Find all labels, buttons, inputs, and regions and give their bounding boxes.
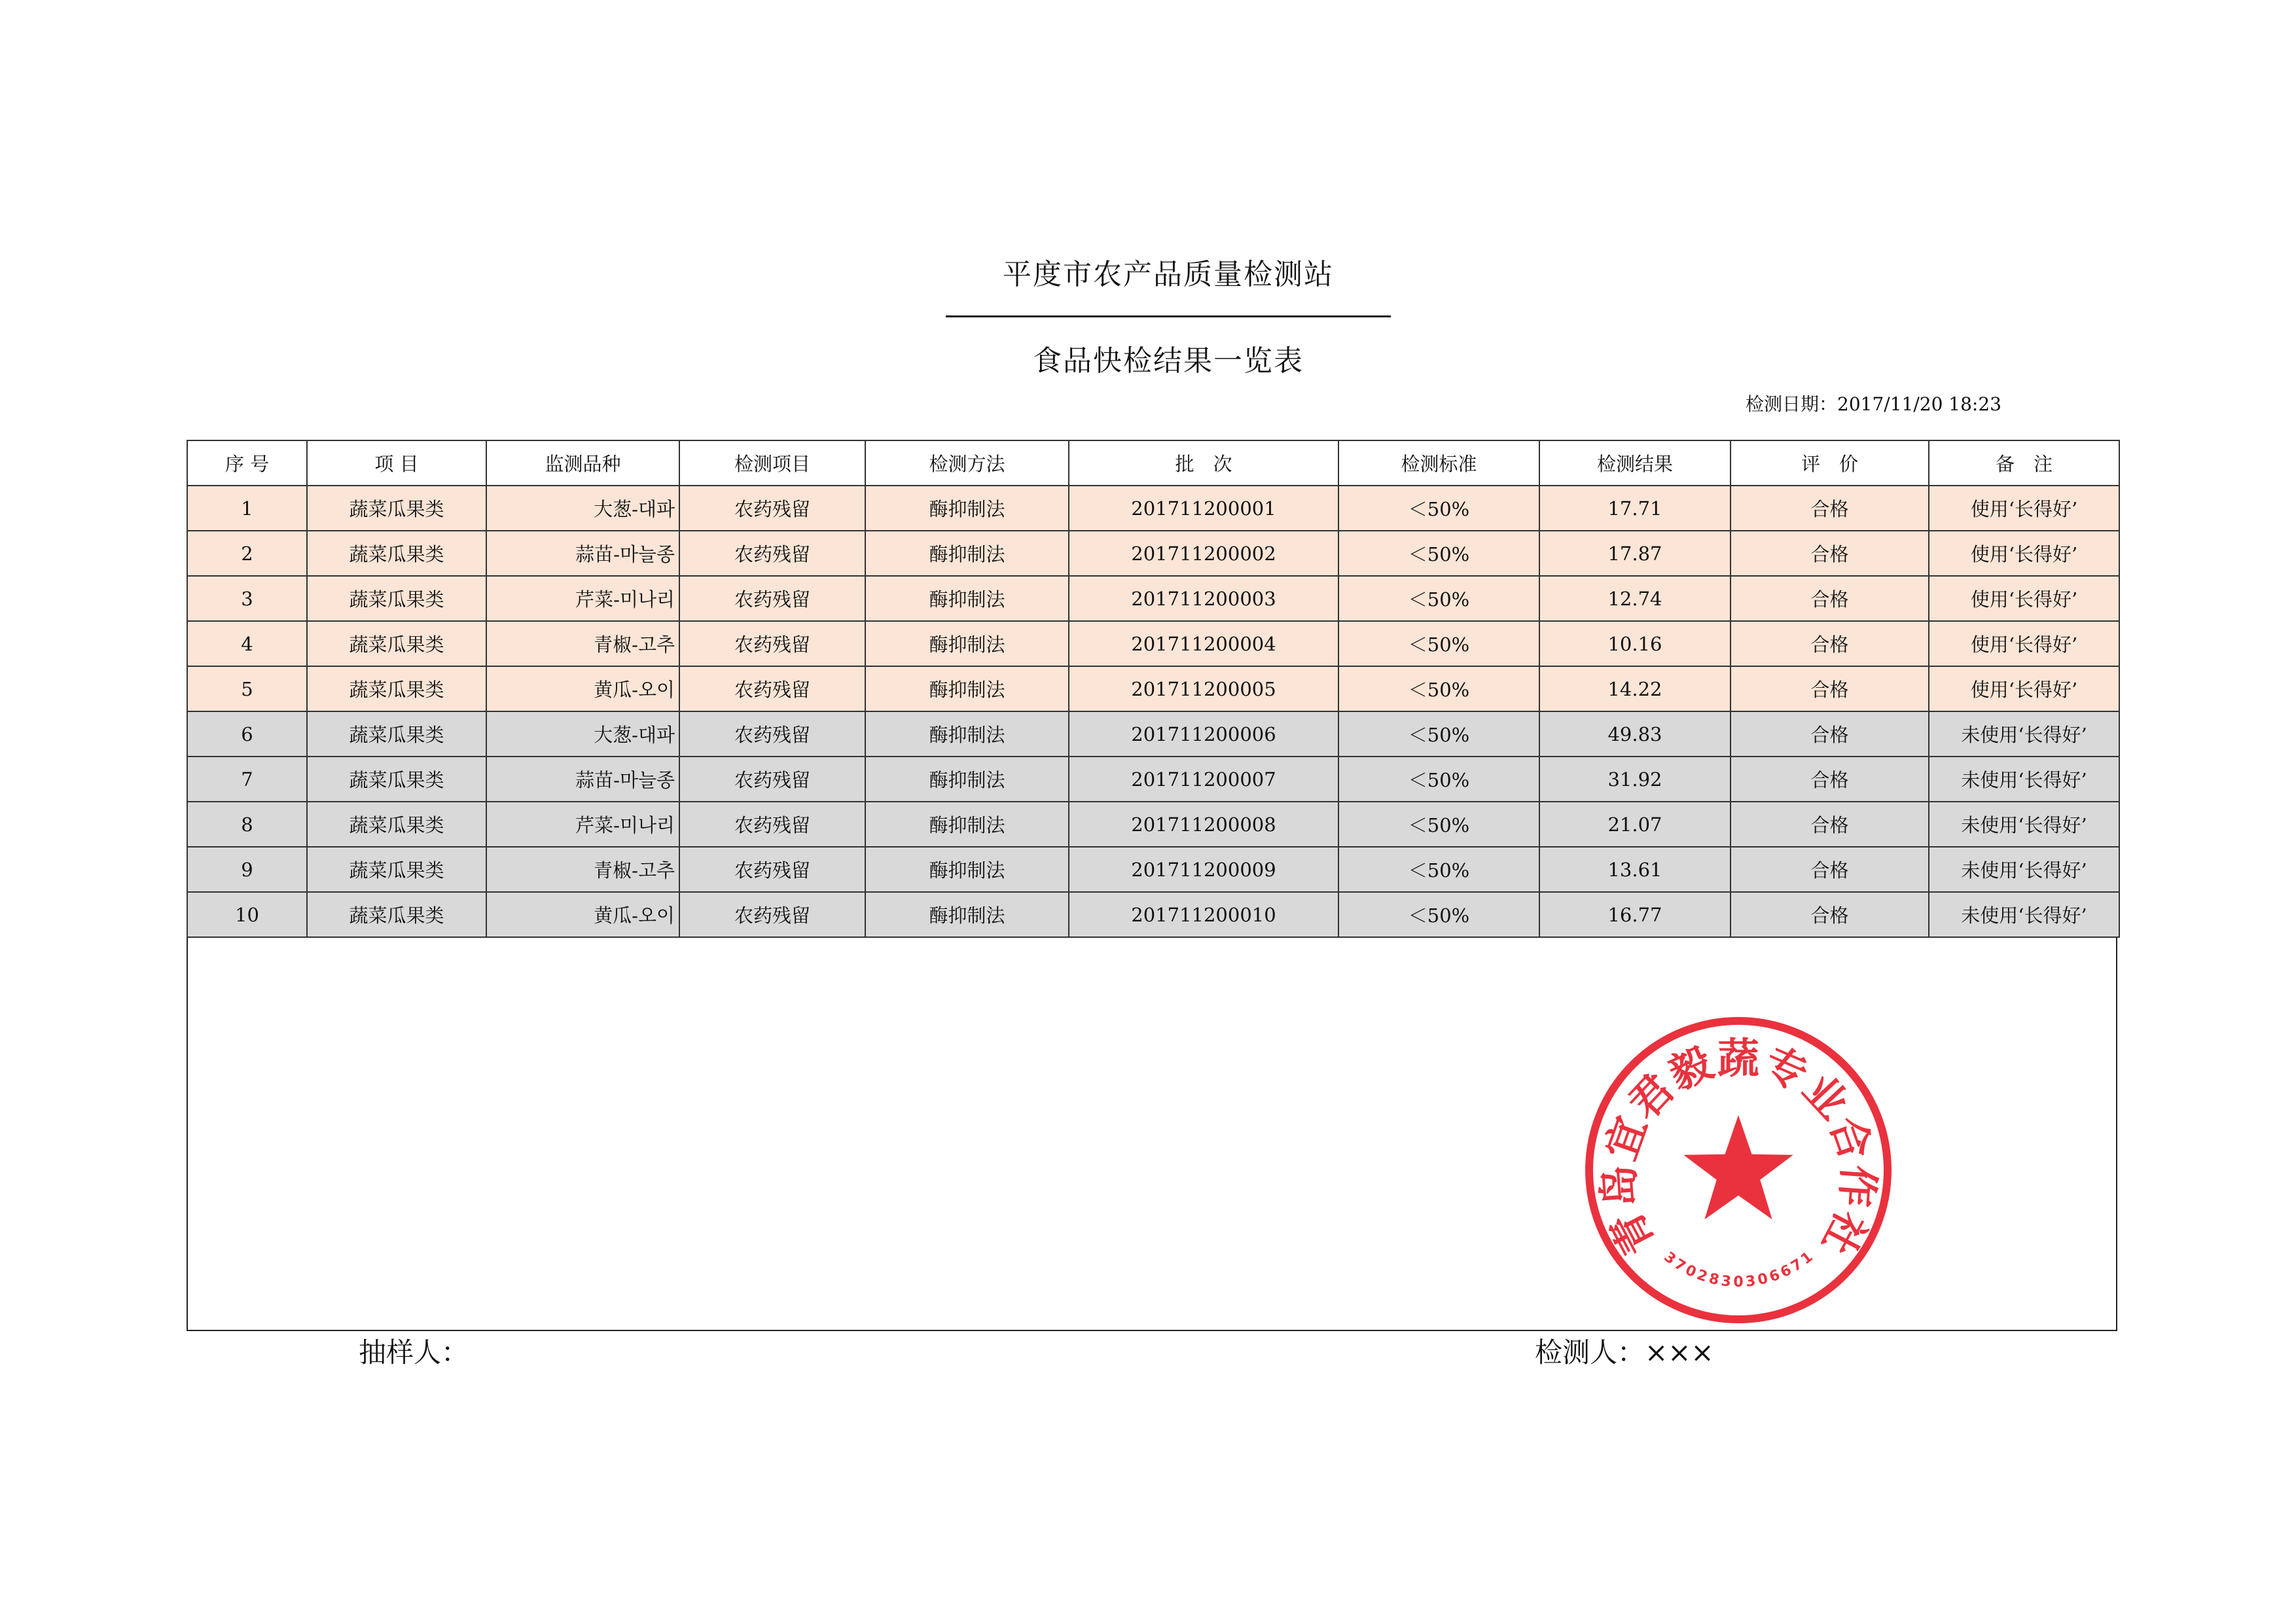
test-date-label: 检测日期： (1746, 393, 1838, 415)
cell-category: 蔬菜瓜果类 (307, 576, 486, 621)
cell-variety: 蒜苗-마늘종 (486, 757, 679, 802)
cell-variety: 蒜苗-마늘종 (486, 531, 679, 576)
cell-batch: 201711200005 (1069, 666, 1338, 711)
report-title: 食品快检结果一览表 (1033, 344, 1304, 378)
cell-item: 农药残留 (679, 802, 865, 847)
cell-standard: ＜50% (1338, 486, 1539, 531)
cell-evaluation: 合格 (1731, 757, 1929, 802)
star-icon (1683, 1115, 1793, 1219)
cell-no: 2 (187, 531, 307, 576)
seal-text: 青岛宜君毅蔬专业合作社 (1594, 1034, 1883, 1263)
cell-evaluation: 合格 (1731, 802, 1929, 847)
table-row (187, 666, 2119, 711)
cell-category: 蔬菜瓜果类 (307, 892, 486, 937)
cell-remark: 未使用‘长得好’ (1929, 757, 2119, 802)
cell-variety: 青椒-고추 (486, 847, 679, 892)
cell-item: 农药残留 (679, 757, 865, 802)
sampler-label: 抽样人： (359, 1336, 469, 1368)
cell-variety: 黄瓜-오이 (486, 666, 679, 711)
cell-method: 酶抑制法 (865, 621, 1069, 666)
table-row (187, 802, 2119, 847)
cell-standard: ＜50% (1338, 531, 1539, 576)
table-row (187, 757, 2119, 802)
cell-batch: 201711200003 (1069, 576, 1338, 621)
cell-variety: 芹菜-미나리 (486, 802, 679, 847)
cell-standard: ＜50% (1338, 802, 1539, 847)
cell-result: 12.74 (1539, 576, 1731, 621)
cell-result: 49.83 (1539, 711, 1731, 757)
cell-no: 9 (187, 847, 307, 892)
cell-category: 蔬菜瓜果类 (307, 486, 486, 531)
cell-variety: 大葱-대파 (486, 486, 679, 531)
cell-method: 酶抑制法 (865, 892, 1069, 937)
table-row (187, 621, 2119, 666)
cell-batch: 201711200002 (1069, 531, 1338, 576)
cell-method: 酶抑制法 (865, 711, 1069, 757)
seal-number: 3702830306671 (1660, 1249, 1816, 1291)
test-date (1746, 390, 2001, 419)
column-header: 序 号 (187, 440, 307, 486)
cell-item: 农药残留 (679, 892, 865, 937)
cell-evaluation: 合格 (1731, 621, 1929, 666)
cell-variety: 黄瓜-오이 (486, 892, 679, 937)
cell-remark: 使用‘长得好’ (1929, 621, 2119, 666)
cell-method: 酶抑制法 (865, 757, 1069, 802)
cell-evaluation: 合格 (1731, 711, 1929, 757)
test-date-value: 2017/11/20 18:23 (1837, 393, 2001, 415)
column-header: 检测项目 (679, 440, 865, 486)
column-header: 批 次 (1069, 440, 1338, 486)
cell-result: 17.71 (1539, 486, 1731, 531)
cell-batch: 201711200010 (1069, 892, 1338, 937)
cell-no: 3 (187, 576, 307, 621)
cell-result: 14.22 (1539, 666, 1731, 711)
cell-category: 蔬菜瓜果类 (307, 711, 486, 757)
cell-item: 农药残留 (679, 711, 865, 757)
table-row (187, 576, 2119, 621)
cell-evaluation: 合格 (1731, 531, 1929, 576)
table-row (187, 531, 2119, 576)
table-row (187, 892, 2119, 937)
cell-standard: ＜50% (1338, 666, 1539, 711)
cell-item: 农药残留 (679, 666, 865, 711)
cell-batch: 201711200001 (1069, 486, 1338, 531)
cell-standard: ＜50% (1338, 576, 1539, 621)
table-row (187, 711, 2119, 757)
cell-item: 农药残留 (679, 847, 865, 892)
cell-no: 5 (187, 666, 307, 711)
cell-standard: ＜50% (1338, 621, 1539, 666)
cell-remark: 使用‘长得好’ (1929, 531, 2119, 576)
cell-method: 酶抑制法 (865, 666, 1069, 711)
cell-result: 31.92 (1539, 757, 1731, 802)
cell-category: 蔬菜瓜果类 (307, 666, 486, 711)
cell-standard: ＜50% (1338, 847, 1539, 892)
cell-remark: 未使用‘长得好’ (1929, 802, 2119, 847)
cell-no: 6 (187, 711, 307, 757)
cell-evaluation: 合格 (1731, 666, 1929, 711)
cell-method: 酶抑制法 (865, 802, 1069, 847)
cell-remark: 使用‘长得好’ (1929, 666, 2119, 711)
cell-result: 21.07 (1539, 802, 1731, 847)
column-header: 备 注 (1929, 440, 2119, 486)
cell-no: 7 (187, 757, 307, 802)
cell-variety: 芹菜-미나리 (486, 576, 679, 621)
cell-batch: 201711200006 (1069, 711, 1338, 757)
table-body (187, 486, 2119, 937)
cell-result: 16.77 (1539, 892, 1731, 937)
cell-result: 13.61 (1539, 847, 1731, 892)
cell-result: 10.16 (1539, 621, 1731, 666)
column-header: 检测结果 (1539, 440, 1731, 486)
cell-evaluation: 合格 (1731, 847, 1929, 892)
cell-variety: 青椒-고추 (486, 621, 679, 666)
cell-batch: 201711200004 (1069, 621, 1338, 666)
column-header: 检测标准 (1338, 440, 1539, 486)
cell-category: 蔬菜瓜果类 (307, 847, 486, 892)
title-underline (946, 315, 1391, 317)
cell-result: 17.87 (1539, 531, 1731, 576)
column-header: 评 价 (1731, 440, 1929, 486)
cell-evaluation: 合格 (1731, 486, 1929, 531)
company-seal (1579, 1010, 1898, 1330)
cell-standard: ＜50% (1338, 711, 1539, 757)
cell-category: 蔬菜瓜果类 (307, 802, 486, 847)
cell-batch: 201711200007 (1069, 757, 1338, 802)
cell-batch: 201711200009 (1069, 847, 1338, 892)
table-row (187, 847, 2119, 892)
cell-remark: 使用‘长得好’ (1929, 486, 2119, 531)
cell-batch: 201711200008 (1069, 802, 1338, 847)
page-title: 平度市农产品质量检测站 (1003, 258, 1334, 291)
cell-remark: 未使用‘长得好’ (1929, 847, 2119, 892)
cell-remark: 使用‘长得好’ (1929, 576, 2119, 621)
table-header-row (187, 440, 2119, 486)
cell-method: 酶抑制法 (865, 847, 1069, 892)
cell-item: 农药残留 (679, 576, 865, 621)
cell-variety: 大葱-대파 (486, 711, 679, 757)
cell-standard: ＜50% (1338, 892, 1539, 937)
column-header: 检测方法 (865, 440, 1069, 486)
column-header: 项 目 (307, 440, 486, 486)
cell-no: 8 (187, 802, 307, 847)
cell-evaluation: 合格 (1731, 576, 1929, 621)
cell-method: 酶抑制法 (865, 576, 1069, 621)
cell-remark: 未使用‘长得好’ (1929, 892, 2119, 937)
table-row (187, 486, 2119, 531)
column-header: 监测品种 (486, 440, 679, 486)
cell-method: 酶抑制法 (865, 531, 1069, 576)
cell-no: 10 (187, 892, 307, 937)
cell-no: 1 (187, 486, 307, 531)
cell-category: 蔬菜瓜果类 (307, 531, 486, 576)
cell-item: 农药残留 (679, 486, 865, 531)
cell-category: 蔬菜瓜果类 (307, 621, 486, 666)
cell-item: 农药残留 (679, 531, 865, 576)
cell-item: 农药残留 (679, 621, 865, 666)
results-table (187, 440, 2120, 938)
cell-remark: 未使用‘长得好’ (1929, 711, 2119, 757)
cell-no: 4 (187, 621, 307, 666)
cell-standard: ＜50% (1338, 757, 1539, 802)
cell-category: 蔬菜瓜果类 (307, 757, 486, 802)
cell-evaluation: 合格 (1731, 892, 1929, 937)
cell-method: 酶抑制法 (865, 486, 1069, 531)
tester-label: 检测人：××× (1535, 1336, 1714, 1368)
